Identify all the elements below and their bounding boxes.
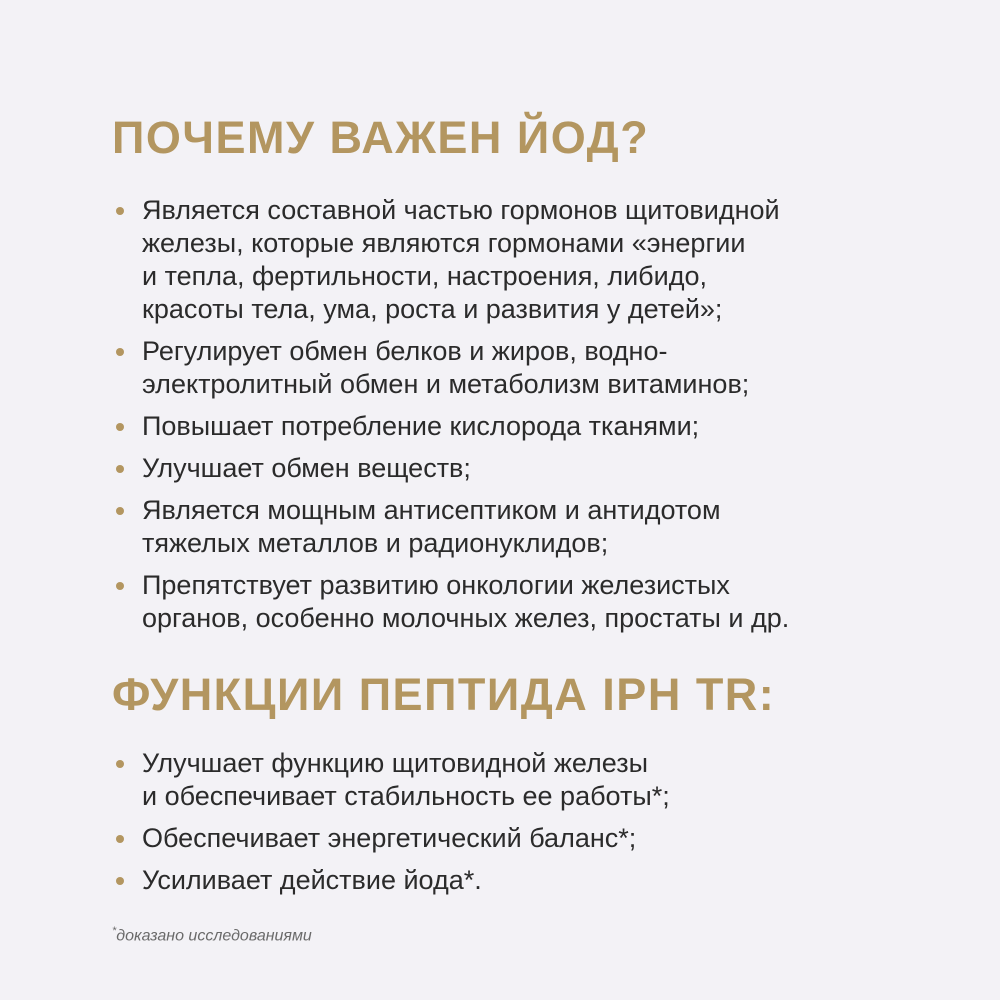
list-item-text: Улучшает функцию щитовидной железы и обеспечивает стабильность ее работы*; bbox=[142, 747, 670, 811]
list-item bbox=[112, 747, 912, 813]
footnote-text: доказано исследованиями bbox=[116, 926, 312, 944]
bullet-dot-icon bbox=[116, 465, 124, 473]
bullet-dot-icon bbox=[116, 877, 124, 885]
bullet-dot-icon bbox=[116, 423, 124, 431]
bullet-dot-icon bbox=[116, 760, 124, 768]
footnote bbox=[112, 925, 912, 945]
bullet-dot-icon bbox=[116, 348, 124, 356]
list-item bbox=[112, 410, 912, 443]
list-item bbox=[112, 569, 912, 635]
section-title-peptide: ФУНКЦИИ ПЕПТИДА IPH TR: bbox=[112, 668, 776, 720]
list-item-text: Усиливает действие йода*. bbox=[142, 864, 482, 895]
bullet-dot-icon bbox=[116, 582, 124, 590]
list-item-text: Обеспечивает энергетический баланс*; bbox=[142, 822, 637, 853]
list-item-text: Улучшает обмен веществ; bbox=[142, 452, 471, 483]
list-item bbox=[112, 335, 912, 401]
iodine-benefits-list bbox=[112, 194, 912, 635]
list-item bbox=[112, 864, 912, 897]
section-title-iodine: ПОЧЕМУ ВАЖЕН ЙОД? bbox=[112, 112, 650, 163]
list-item bbox=[112, 452, 912, 485]
list-item-text: Препятствует развитию онкологии железистых органов, особенно молочных желез, простаты и др. bbox=[142, 569, 790, 633]
list-item-text: Повышает потребление кислорода тканями; bbox=[142, 410, 700, 441]
bullet-dot-icon bbox=[116, 835, 124, 843]
bullet-dot-icon bbox=[116, 507, 124, 515]
peptide-functions-list bbox=[112, 747, 912, 897]
list-item bbox=[112, 194, 912, 326]
list-item-text: Является мощным антисептиком и антидотом тяжелых металлов и радионуклидов; bbox=[142, 494, 721, 558]
footnote-marker: * bbox=[112, 924, 117, 937]
bullet-dot-icon bbox=[116, 207, 124, 215]
list-item bbox=[112, 494, 912, 560]
info-panel bbox=[112, 112, 912, 945]
list-item-text: Регулирует обмен белков и жиров, водно- электролитный обмен и метаболизм витаминов; bbox=[142, 335, 750, 399]
list-item bbox=[112, 822, 912, 855]
list-item-text: Является составной частью гормонов щитовидной железы, которые являются гормонами «энергии и тепла, фертильности, настроения, либидо, красоты тела, ума, роста и развития у детей»; bbox=[142, 194, 780, 324]
